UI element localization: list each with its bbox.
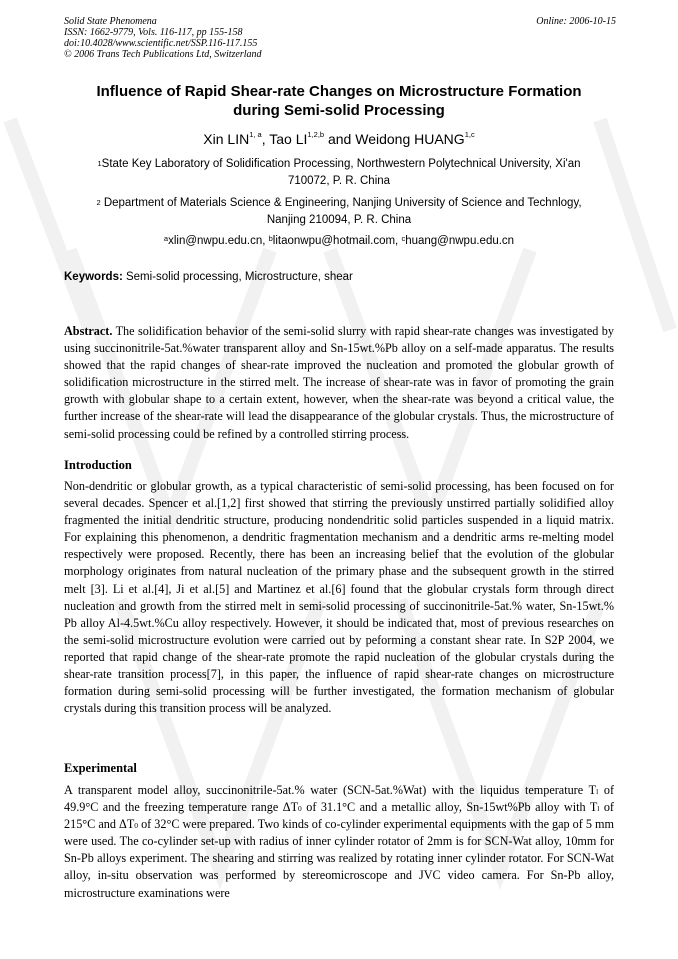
doi-line: doi:10.4028/www.scientific.net/SSP.116-117.155 xyxy=(64,38,258,49)
author-list xyxy=(64,131,614,147)
abstract-text: The solidification behavior of the semi-solid slurry with rapid shear-rate changes was investigated by using succinonitrile-5at.%water transparent alloy and Sn-15wt.%Pb alloy on a self-made apparatus. The results showed that the rapid changes of shear-rate improved the nucleation and promoted the globular growth of solidification microstructure in the stirred melt. The increase of shear-rate was in favor of promoting the grain growth with globular shape to a certain extent, however, when the shear-rate was beyond a critical value, the further increase of the shear-rate will lead the disappearance of the globular crystals. Thus, the microstructure of semi-solid processing could be refined by a controlled stirring process. xyxy=(64,324,614,441)
affiliation-line: State Key Laboratory of Solidification Processing, Northwestern Polytechnical University, Xi'an xyxy=(101,158,581,170)
email-mark: a xyxy=(163,234,169,243)
abstract-label: Abstract. xyxy=(64,324,113,338)
author-affiliation-mark: 1,c xyxy=(464,130,475,139)
author-name: Xin LIN xyxy=(203,131,250,147)
affiliation-2 xyxy=(64,195,614,229)
email-mark: c xyxy=(401,234,406,243)
author-name: Tao LI xyxy=(269,131,308,147)
keywords-label: Keywords: xyxy=(64,271,123,283)
author-affiliation-mark: 1, a xyxy=(249,130,262,139)
text-run: of 32°C were prepared. Two kinds of co-cylinder experimental equipments with the gap of 5 mm were used. The co-cylinder set-up with radius of inner cylinder rotator of 2mm is for SCN-Wat alloy, 10mm for Sn-Pb alloys experiment. The shearing and stirring was realized by rotating inner cylinder rotator. For SCN-Wat alloy, in-situ observation was performed by stereomicroscope and JVC video camera. For Sn-Pb alloy, microstructure examinations were xyxy=(64,817,614,900)
experimental-paragraph xyxy=(64,782,614,902)
abstract-paragraph xyxy=(64,323,614,443)
subscript: l xyxy=(596,787,599,796)
title-line-1: Influence of Rapid Shear-rate Changes on Microstructure Formation xyxy=(96,83,582,100)
affiliation-mark: 1 xyxy=(97,159,102,168)
text-run: of 31.1°C and a metallic alloy, Sn-15wt%Pb alloy with T xyxy=(301,800,598,815)
text-run: of 215°C and ΔT xyxy=(64,800,614,832)
subscript: 0 xyxy=(134,821,139,831)
keywords-text: Semi-solid processing, Microstructure, shear xyxy=(122,271,353,283)
email-link[interactable]: litaonwpu@hotmail.com, xyxy=(272,235,402,247)
introduction-paragraph: Non-dendritic or globular growth, as a typical characteristic of semi-solid processing, has been focused on for several decades. Spencer et al.[1,2] first showed that stirring the previously unstirred partially solidified alloy fragmented the initial dendritic structure, producing nondendritic solid particles suspended in a liquid matrix. For explaining this phenomenon, a dendritic fragmentation mechanism and a dendritic arms re-melting model respectively were proposed. Recently, there has been an increasing belief that the evolution of the globular morphology originates from natural nucleation of the primary phase and the subsequent growth in the stirred melt [3]. Li et al.[4], Ji et al.[5] and Martinez et al.[6] found that the globular crystals form through direct nucleation and growth from the stirred melt in semi-solid processing of succinonitrile-5at.% water, Sn-15wt.% Pb alloy Al-4.5wt.%Cu alloy respectively. However, it should be indicated that, most of previous researches on the semi-solid microstructure evolution were carried out by peforming a constant shear rate. In S2P 2004, we reported that rapid change of the shear-rate promote the rapid nucleation of the globular crystals during the shear-rate transition process[7], in this paper, the influence of rapid shear-rate changes on microstructure formation during semi-solid processing will be further investigated, the formation mechanism of globular crystals during this transition process will be analyzed. xyxy=(64,479,614,716)
paper-title xyxy=(64,82,614,120)
affiliation-line: Department of Materials Science & Engineering, Nanjing University of Science and Technlogy, xyxy=(100,197,582,209)
issn-line: ISSN: 1662-9779, Vols. 116-117, pp 155-158 xyxy=(64,27,243,38)
email-link[interactable]: huang@nwpu.edu.cn xyxy=(405,235,515,247)
copyright-line: © 2006 Trans Tech Publications Ltd, Switzerland xyxy=(64,49,262,60)
email-link[interactable]: xlin@nwpu.edu.cn, xyxy=(168,235,269,247)
affiliation-mark: 2 xyxy=(96,198,101,207)
journal-header xyxy=(64,16,262,60)
text-run: of 49.9°C and the freezing temperature range ΔT xyxy=(64,783,614,815)
journal-name: Solid State Phenomena xyxy=(64,16,157,27)
author-separator: , xyxy=(261,131,270,147)
author-affiliation-mark: 1,2,b xyxy=(307,130,325,139)
author-name: Weidong HUANG xyxy=(355,131,465,147)
introduction-heading: Introduction xyxy=(64,458,132,472)
affiliation-line: Nanjing 210094, P. R. China xyxy=(266,214,412,226)
subscript: 0 xyxy=(298,804,302,814)
author-separator: and xyxy=(324,131,356,147)
email-list xyxy=(64,235,614,247)
keywords-line xyxy=(64,271,353,283)
online-date: Online: 2006-10-15 xyxy=(536,16,616,27)
affiliation-line: 710072, P. R. China xyxy=(287,175,391,187)
title-line-2: during Semi-solid Processing xyxy=(233,102,445,119)
subscript: l xyxy=(597,804,600,814)
experimental-heading: Experimental xyxy=(64,761,137,775)
text-run: A transparent model alloy, succinonitrile-5at.% water (SCN-5at.%Wat) with the liquidus temperature T xyxy=(64,783,597,797)
affiliation-1 xyxy=(64,156,614,190)
email-mark: b xyxy=(268,234,273,243)
